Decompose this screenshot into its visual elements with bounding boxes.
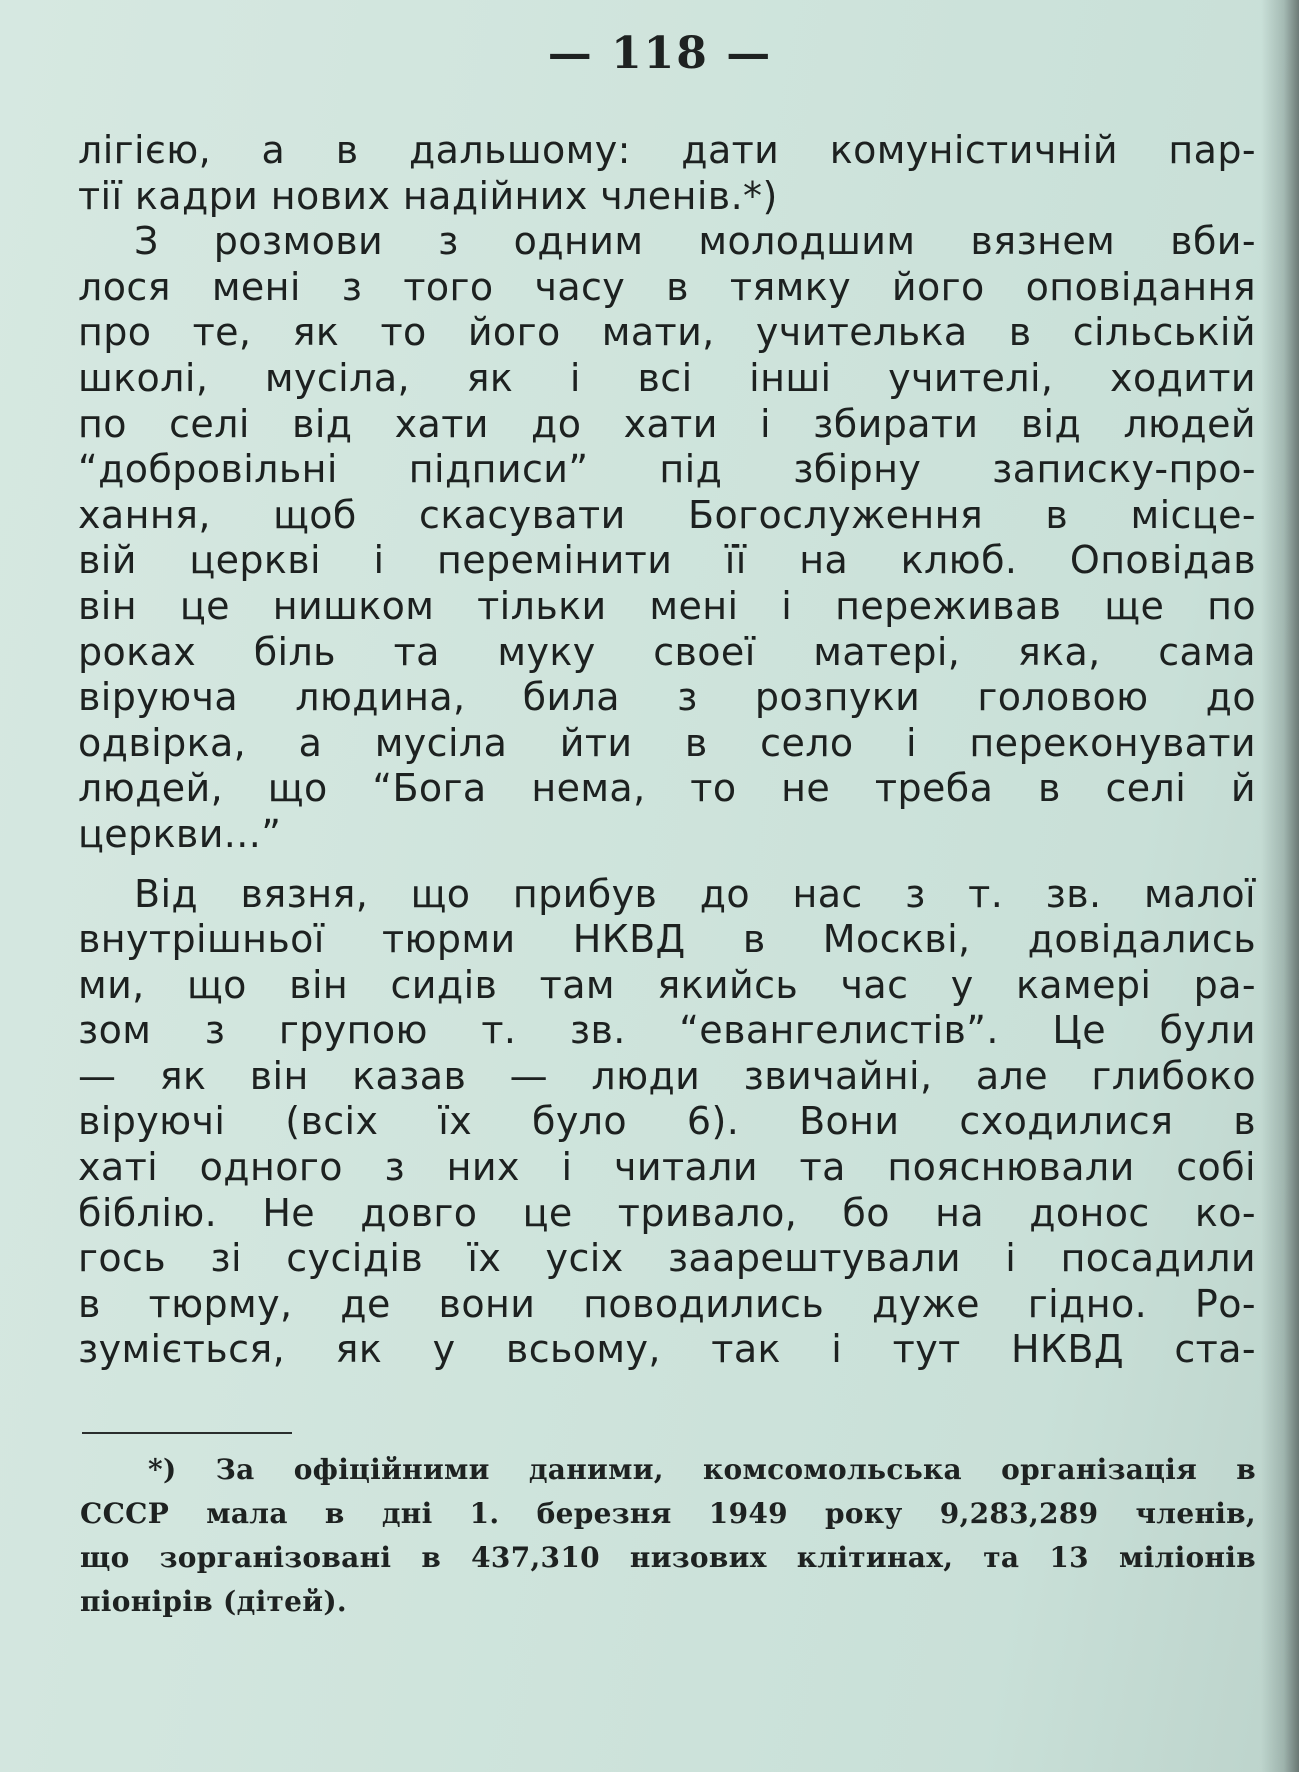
text-line: гось зі сусідів їх усіх заарештували і посадили — [78, 1236, 1256, 1281]
text-line: З розмови з одним молодшим вязнем вби- — [134, 219, 1256, 264]
text-line: біблію. Не довго це тривало, бо на донос ко- — [78, 1190, 1256, 1235]
footnote — [80, 1448, 1256, 1624]
text-line: зом з групою т. зв. “евангелистів”. Це були — [78, 1008, 1256, 1053]
body-text — [78, 128, 1256, 1373]
text-line: хаті одного з них і читали та пояснювали собі — [78, 1145, 1256, 1190]
text-line: одвірка, а мусіла йти в село і переконувати — [78, 720, 1256, 765]
text-line: “добровільні підписи” під збірну записку-про- — [78, 447, 1256, 492]
text-line: тії кадри нових надійних членів.*) — [78, 173, 778, 218]
text-line: людей, що “Бога нема, то не треба в селі й — [78, 766, 1256, 811]
text-line: по селі від хати до хати і збирати від людей — [78, 401, 1256, 446]
text-line: лігією, а в дальшому: дати комуністичній пар- — [78, 128, 1256, 172]
footnote-line: що зорганізовані в 437,310 низових клітинах, та 13 міліонів — [80, 1541, 1256, 1574]
text-line: лося мені з того часу в тямку його оповідання — [78, 264, 1256, 309]
text-line: віруючі (всіх їх було 6). Вони сходилися в — [78, 1099, 1256, 1144]
footnote-line: *) За офіційними даними, комсомольська організація в — [148, 1453, 1256, 1486]
paragraph — [78, 128, 1256, 219]
text-line: внутрішньої тюрми НКВД в Москві, довідались — [78, 917, 1256, 962]
text-line: церкви...” — [78, 811, 282, 856]
footnote-line: СССР мала в дні 1. березня 1949 року 9,283,289 членів, — [80, 1497, 1256, 1530]
text-line: про те, як то його мати, учителька в сільській — [78, 310, 1256, 355]
footnote-divider — [82, 1432, 292, 1434]
footnote-line: піонірів (дітей). — [80, 1585, 347, 1618]
paragraph-gap — [78, 858, 1256, 872]
paragraph — [78, 872, 1256, 1374]
text-line: вій церкві і перемінити її на клюб. Оповідав — [78, 538, 1256, 583]
text-line: ми, що він сидів там якийсь час у камері ра- — [78, 962, 1256, 1007]
page-number: — 118 — — [547, 28, 773, 79]
text-line: хання, щоб скасувати Богослуження в місце- — [78, 492, 1256, 537]
text-line: школі, мусіла, як і всі інші учителі, ходити — [78, 355, 1256, 400]
text-line: в тюрму, де вони поводились дуже гідно. Ро- — [78, 1281, 1256, 1326]
page-edge-shadow — [1261, 0, 1299, 1772]
paragraph — [78, 219, 1256, 857]
text-line: зуміється, як у всьому, так і тут НКВД ста- — [78, 1327, 1256, 1372]
text-line: роках біль та муку своеї матері, яка, сама — [78, 629, 1256, 674]
text-line: віруюча людина, била з розпуки головою до — [78, 675, 1256, 720]
text-line: — як він казав — люди звичайні, але глибоко — [78, 1053, 1256, 1098]
text-line: він це нишком тільки мені і переживав ще по — [78, 583, 1256, 628]
text-line: Від вязня, що прибув до нас з т. зв. малої — [134, 871, 1256, 916]
